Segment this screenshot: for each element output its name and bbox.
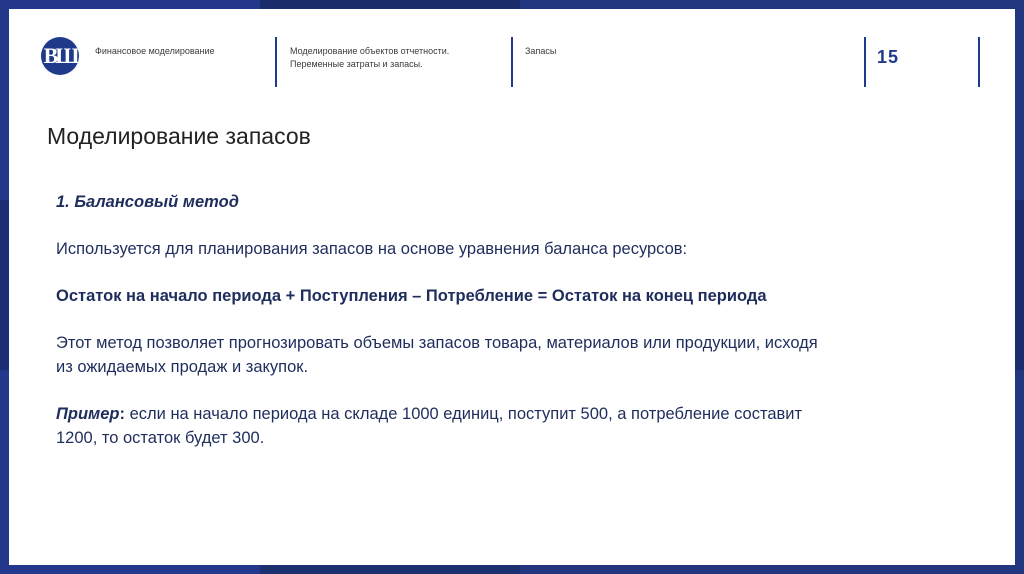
intro-text: Используется для планирования запасов на основе уравнения баланса ресурсов: xyxy=(56,240,688,258)
header-divider xyxy=(978,37,980,87)
balance-formula: Остаток на начало периода + Поступления – Потребление = Остаток на конец периода xyxy=(56,287,767,305)
slide-body xyxy=(56,190,836,450)
header-divider xyxy=(511,37,513,87)
course-name: Финансовое моделирование xyxy=(95,46,215,56)
example-paragraph xyxy=(56,402,836,450)
slide xyxy=(9,9,1015,565)
topic-name: Запасы xyxy=(525,46,557,56)
slide-title: Моделирование запасов xyxy=(47,123,311,149)
header-divider xyxy=(864,37,866,87)
page-number: 15 xyxy=(877,47,900,67)
example-label: Пример xyxy=(56,405,120,423)
example-text: если на начало периода на складе 1000 единиц, поступит 500, а потребление составит 1200, то остаток будет 300. xyxy=(56,405,803,447)
header-divider xyxy=(275,37,277,87)
hse-logo-icon xyxy=(41,37,79,75)
module-name: Моделирование объектов отчетности. Переменные затраты и запасы. xyxy=(290,46,450,69)
method-description: Этот метод позволяет прогнозировать объемы запасов товара, материалов или продукции, исходя из ожидаемых продаж и закупок. xyxy=(56,334,818,376)
section-heading: 1. Балансовый метод xyxy=(56,193,239,211)
example-colon: : xyxy=(119,405,125,423)
logo-text: ВШ xyxy=(43,43,77,68)
